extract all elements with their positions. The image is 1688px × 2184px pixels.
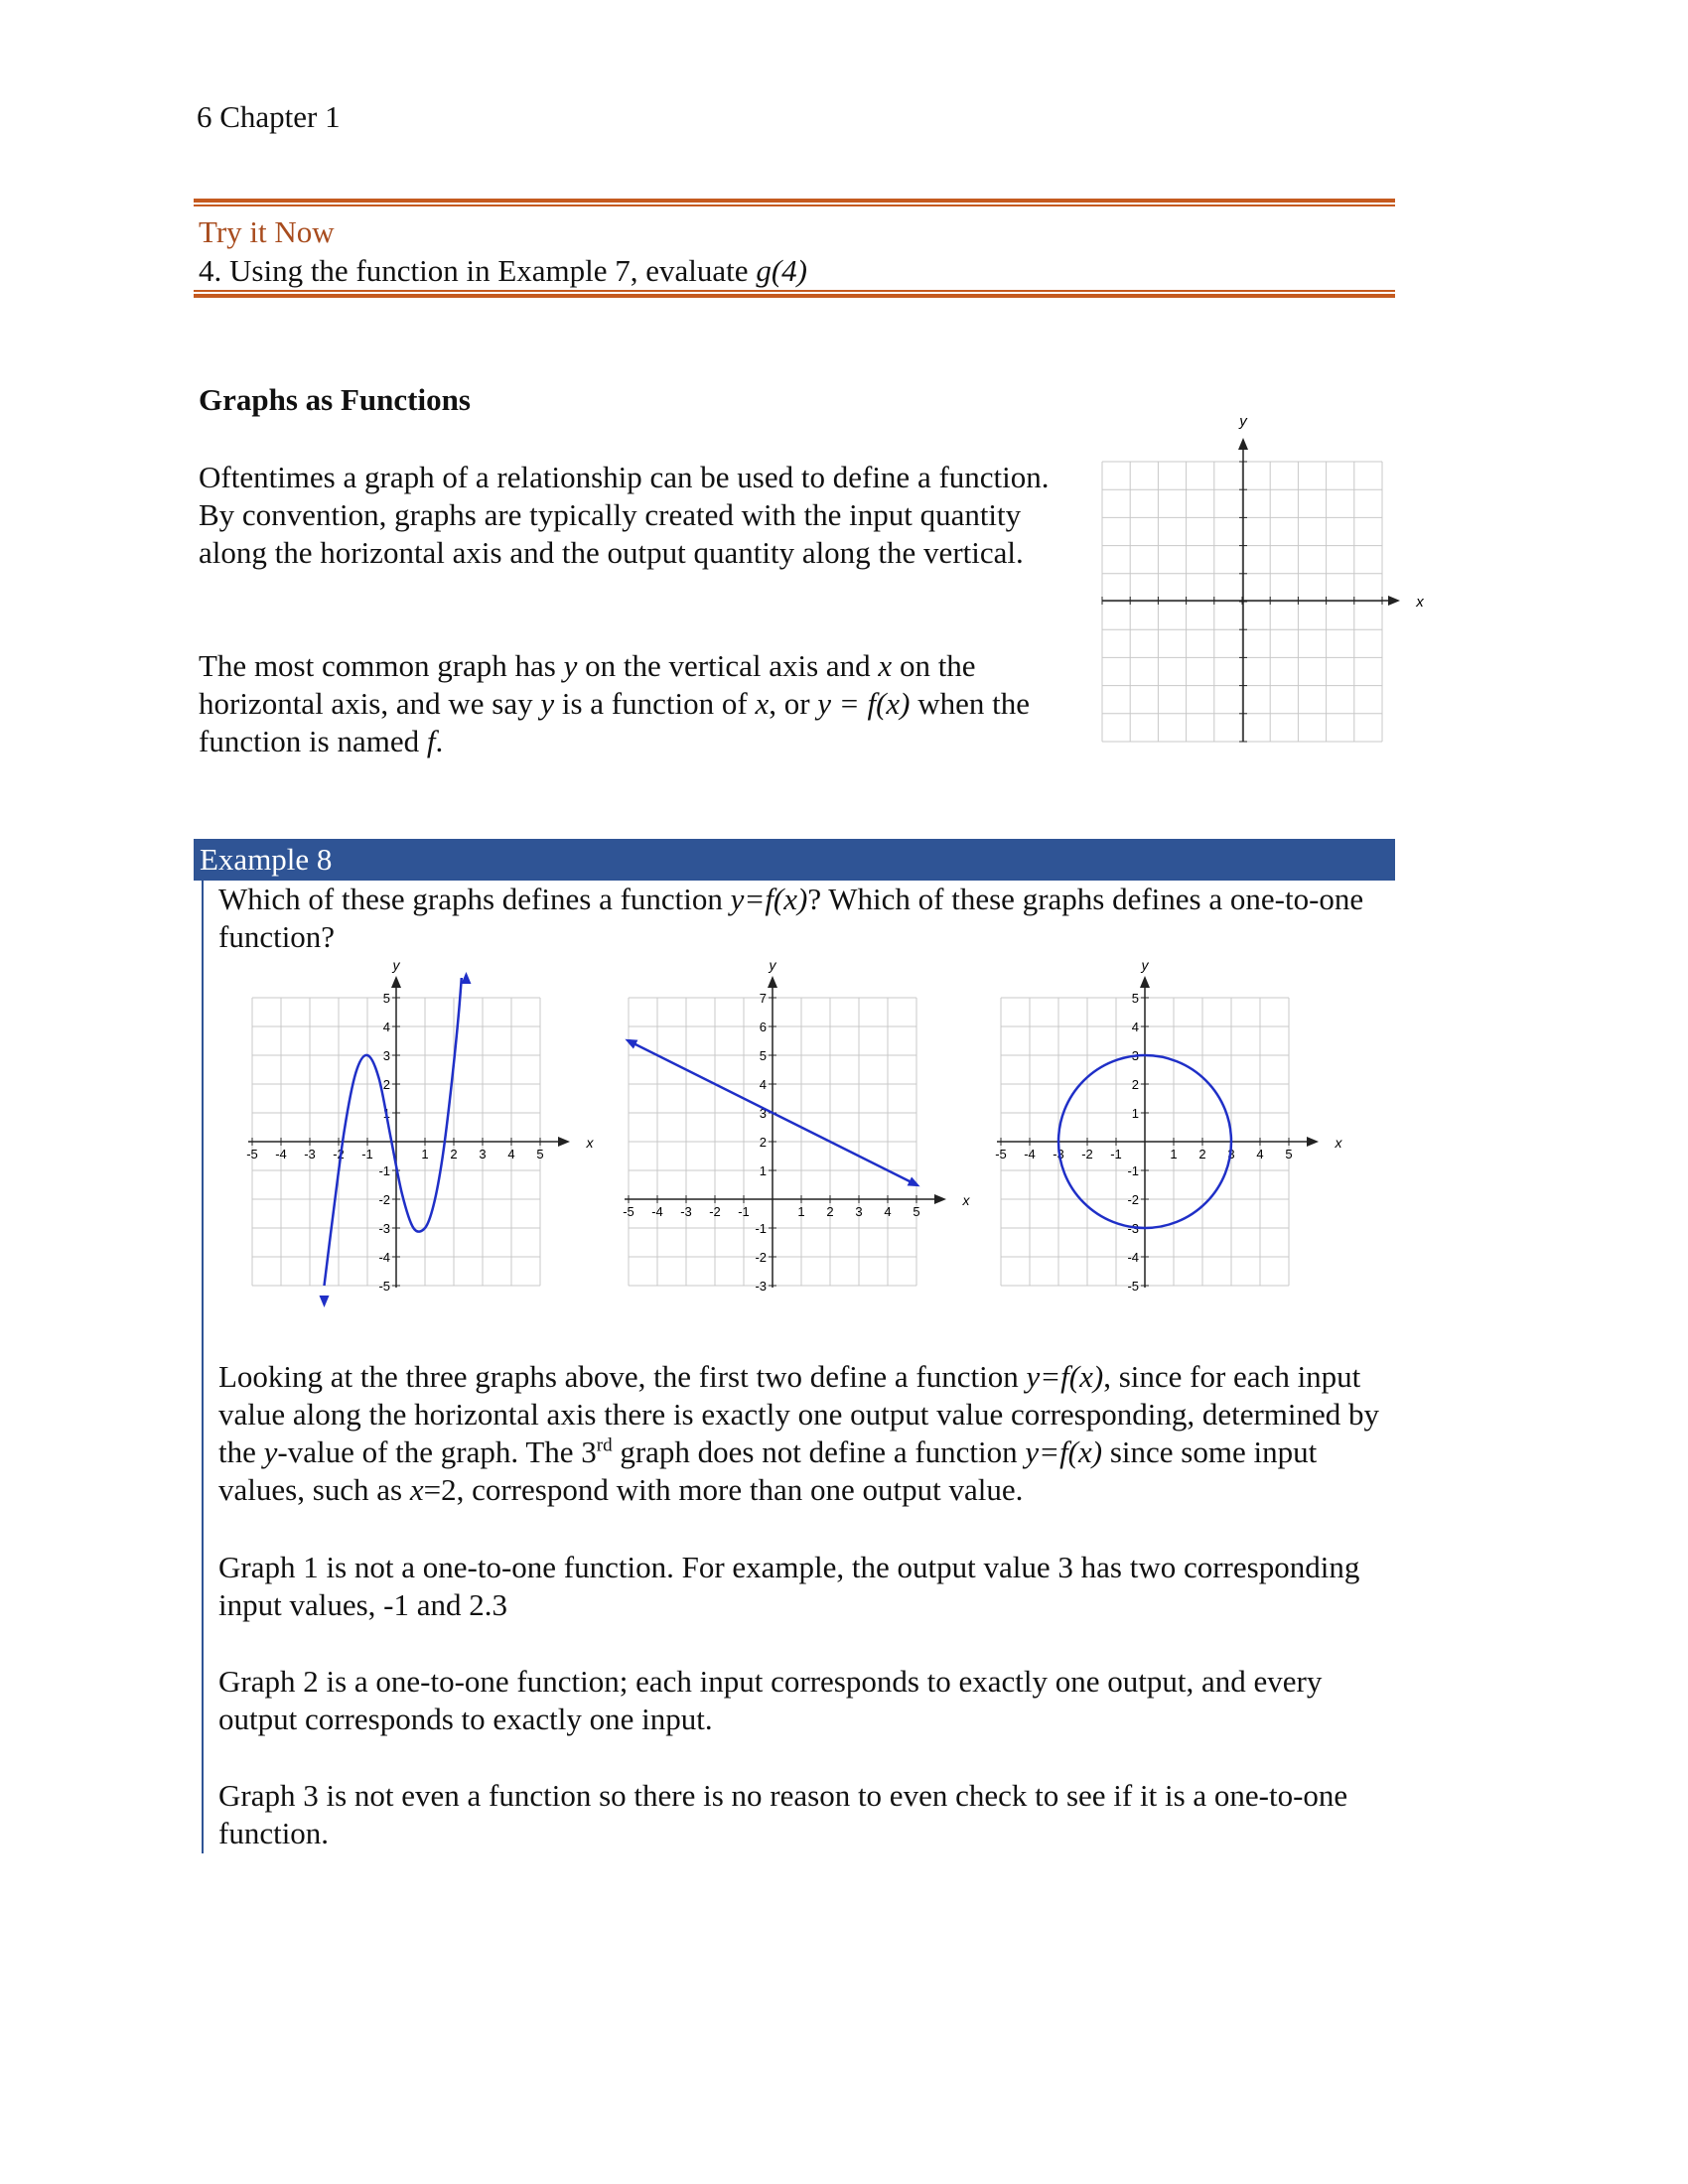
y-tick-label: -4 — [378, 1250, 390, 1265]
graph-1 — [234, 958, 592, 1325]
example-title-bar — [194, 839, 1395, 881]
y-axis-label: y — [392, 957, 400, 973]
y-axis-arrow — [768, 976, 777, 988]
y-tick-label: 1 — [1131, 1106, 1139, 1121]
y-tick-label: 2 — [759, 1135, 767, 1150]
x-axis-arrow — [934, 1194, 946, 1204]
curve-arrow-bottom — [320, 1296, 330, 1307]
blank-y-label: y — [1239, 413, 1247, 430]
y-tick-label: 3 — [759, 1106, 767, 1121]
graph-3 — [983, 958, 1340, 1325]
x-tick-label: -5 — [246, 1147, 258, 1161]
x-tick-label: 3 — [855, 1204, 863, 1219]
y-tick-label: 4 — [759, 1077, 767, 1092]
graph-2 — [611, 958, 968, 1325]
y-tick-label: 3 — [1131, 1048, 1139, 1063]
x-tick-label: 4 — [884, 1204, 892, 1219]
x-tick-label: -4 — [651, 1204, 663, 1219]
x-axis-arrow — [1307, 1137, 1319, 1147]
x-tick-label: -1 — [738, 1204, 750, 1219]
bottom-rule-thick — [194, 294, 1395, 298]
try-it-now-prompt: 4. Using the function in Example 7, evaluate g(4) — [199, 253, 807, 288]
example-paragraph-1: Looking at the three graphs above, the first two define a function y=f(x), since for each input value along the horizontal axis there is exactly one output value corresponding, determined by the y-value of the graph. The 3rd graph does not define a function y=f(x) since some input values, such as x=2, correspond with more than one output value. — [218, 1359, 1380, 1507]
x-axis-label: x — [586, 1135, 594, 1151]
y-tick-label: 2 — [382, 1077, 390, 1092]
y-tick-label: 3 — [382, 1048, 390, 1063]
x-tick-label: -5 — [995, 1147, 1007, 1161]
y-tick-label: 7 — [759, 991, 767, 1006]
x-tick-label: 2 — [450, 1147, 458, 1161]
blank-y-arrow — [1238, 438, 1248, 450]
section-heading: Graphs as Functions — [199, 382, 471, 417]
x-tick-label: 5 — [536, 1147, 544, 1161]
try-it-now-title: Try it Now — [199, 214, 335, 249]
y-tick-label: 5 — [382, 991, 390, 1006]
x-tick-label: 5 — [913, 1204, 920, 1219]
blank-x-arrow — [1388, 596, 1400, 606]
x-tick-label: -1 — [1110, 1147, 1122, 1161]
y-tick-label: -3 — [378, 1221, 390, 1236]
x-tick-label: 1 — [797, 1204, 805, 1219]
x-tick-label: -2 — [1081, 1147, 1093, 1161]
y-tick-label: 5 — [1131, 991, 1139, 1006]
top-rule-thin — [194, 205, 1395, 206]
blank-x-label: x — [1416, 594, 1424, 611]
x-tick-label: 5 — [1285, 1147, 1293, 1161]
y-tick-label: -1 — [755, 1221, 767, 1236]
y-tick-label: 1 — [382, 1106, 390, 1121]
x-tick-label: 1 — [1170, 1147, 1178, 1161]
x-tick-label: 3 — [1227, 1147, 1235, 1161]
top-rule-thick — [194, 199, 1395, 203]
x-tick-label: 2 — [826, 1204, 834, 1219]
y-tick-label: -2 — [378, 1192, 390, 1207]
x-tick-label: 2 — [1198, 1147, 1206, 1161]
x-tick-label: -5 — [623, 1204, 634, 1219]
page-header: 6 Chapter 1 — [197, 99, 341, 134]
example-paragraph-4: Graph 3 is not even a function so there is no reason to even check to see if it is a one-to-one function. — [218, 1778, 1348, 1850]
x-tick-label: -3 — [304, 1147, 316, 1161]
y-tick-label: -3 — [755, 1279, 767, 1294]
y-tick-label: -2 — [1127, 1192, 1139, 1207]
example-question: Which of these graphs defines a function y=f(x)? Which of these graphs defines a one-to-one function? — [218, 882, 1364, 954]
y-tick-label: 4 — [1131, 1020, 1139, 1034]
x-tick-label: -2 — [333, 1147, 345, 1161]
section-paragraph-2: The most common graph has y on the vertical axis and x on the horizontal axis, and we say y is a function of x, or y = f(x) when the function is named f. — [199, 648, 1031, 758]
bottom-rule-thin — [194, 290, 1395, 292]
x-tick-label: -1 — [361, 1147, 373, 1161]
x-axis-label: x — [1335, 1135, 1342, 1151]
x-tick-label: 4 — [507, 1147, 515, 1161]
y-tick-label: -4 — [1127, 1250, 1139, 1265]
y-axis-label: y — [769, 957, 776, 973]
y-tick-label: 6 — [759, 1020, 767, 1034]
y-tick-label: -1 — [378, 1163, 390, 1178]
x-tick-label: -4 — [1024, 1147, 1036, 1161]
x-tick-label: -3 — [1053, 1147, 1064, 1161]
x-axis-label: x — [962, 1192, 970, 1208]
y-axis-arrow — [1140, 976, 1150, 988]
x-tick-label: 1 — [421, 1147, 429, 1161]
x-tick-label: -2 — [709, 1204, 721, 1219]
example-title: Example 8 — [200, 842, 333, 877]
y-tick-label: 2 — [1131, 1077, 1139, 1092]
section-paragraph-1: Oftentimes a graph of a relationship can be used to define a function. By convention, graphs are typically created with the input quantity along the horizontal axis and the output quantity along the vertical. — [199, 460, 1050, 570]
y-tick-label: -2 — [755, 1250, 767, 1265]
y-tick-label: -1 — [1127, 1163, 1139, 1178]
x-axis-arrow — [558, 1137, 570, 1147]
example-paragraph-2: Graph 1 is not a one-to-one function. For example, the output value 3 has two corresponding input values, -1 and 2.3 — [218, 1550, 1360, 1622]
example-left-border — [202, 881, 204, 1853]
x-tick-label: 3 — [479, 1147, 487, 1161]
x-tick-label: -4 — [275, 1147, 287, 1161]
y-axis-arrow — [391, 976, 401, 988]
y-tick-label: -3 — [1127, 1221, 1139, 1236]
y-tick-label: 4 — [382, 1020, 390, 1034]
x-tick-label: -3 — [680, 1204, 692, 1219]
example-paragraph-3: Graph 2 is a one-to-one function; each input corresponds to exactly one output, and every output corresponds to exactly one input. — [218, 1664, 1323, 1736]
y-tick-label: -5 — [1127, 1279, 1139, 1294]
blank-coordinate-grid — [1092, 412, 1440, 754]
x-tick-label: 4 — [1256, 1147, 1264, 1161]
y-axis-label: y — [1141, 957, 1149, 973]
y-tick-label: 5 — [759, 1048, 767, 1063]
y-tick-label: 1 — [759, 1163, 767, 1178]
y-tick-label: -5 — [378, 1279, 390, 1294]
